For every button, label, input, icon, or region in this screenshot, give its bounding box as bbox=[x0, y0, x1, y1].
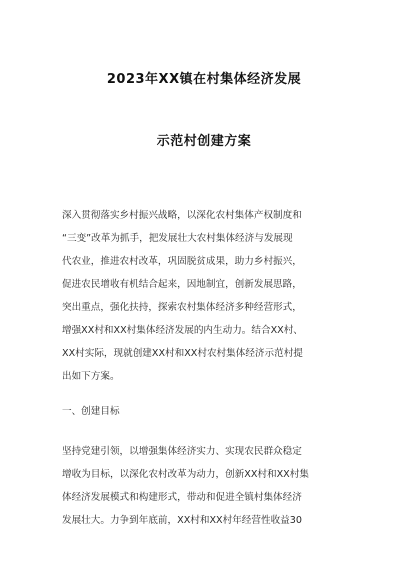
section-heading-goals bbox=[62, 400, 354, 423]
paragraph-line: 坚持党建引领，以增强集体经济实力、实现农民群众稳定 bbox=[62, 446, 302, 457]
paragraph-line: 体经济发展模式和构建形式，带动和促进全镇村集体经济 bbox=[62, 492, 302, 503]
paragraph-line: XX村实际，现就创建XX村和XX村农村集体经济示范村提 bbox=[62, 348, 303, 359]
paragraph-line: 促进农民增收有机结合起来，因地制宜，创新发展思路， bbox=[62, 279, 302, 290]
paragraph-line: 出如下方案。 bbox=[62, 371, 120, 382]
paragraph-line: 增收为目标，以深化农村改革为动力，创新XX村和XX村集 bbox=[62, 469, 309, 480]
paragraph-line: 发展壮大。力争到年底前，XX村和XX村年经营性收益30 bbox=[62, 515, 302, 526]
paragraph-line: 代农业，推进农村改革，巩固脱贫成果，助力乡村振兴， bbox=[62, 256, 302, 267]
document-title-line-2: 示范村创建方案 bbox=[156, 134, 252, 149]
intro-paragraph bbox=[62, 204, 354, 388]
paragraph-line: 深入贯彻落实乡村振兴战略，以深化农村集体产权制度和 bbox=[62, 210, 302, 221]
paragraph-line: 突出重点，强化扶持，探索农村集体经济多种经营形式， bbox=[62, 302, 302, 313]
paragraph-line: 增强XX村和XX村集体经济发展的内生动力。结合XX村、 bbox=[62, 325, 303, 336]
document-title-line-1: 2023年XX镇在村集体经济发展 bbox=[106, 72, 302, 87]
goals-paragraph bbox=[62, 440, 354, 532]
paragraph-line: “三变”改革为抓手，把发展壮大农村集体经济与发展现 bbox=[62, 233, 293, 244]
section-heading-text: 一、创建目标 bbox=[62, 406, 120, 417]
